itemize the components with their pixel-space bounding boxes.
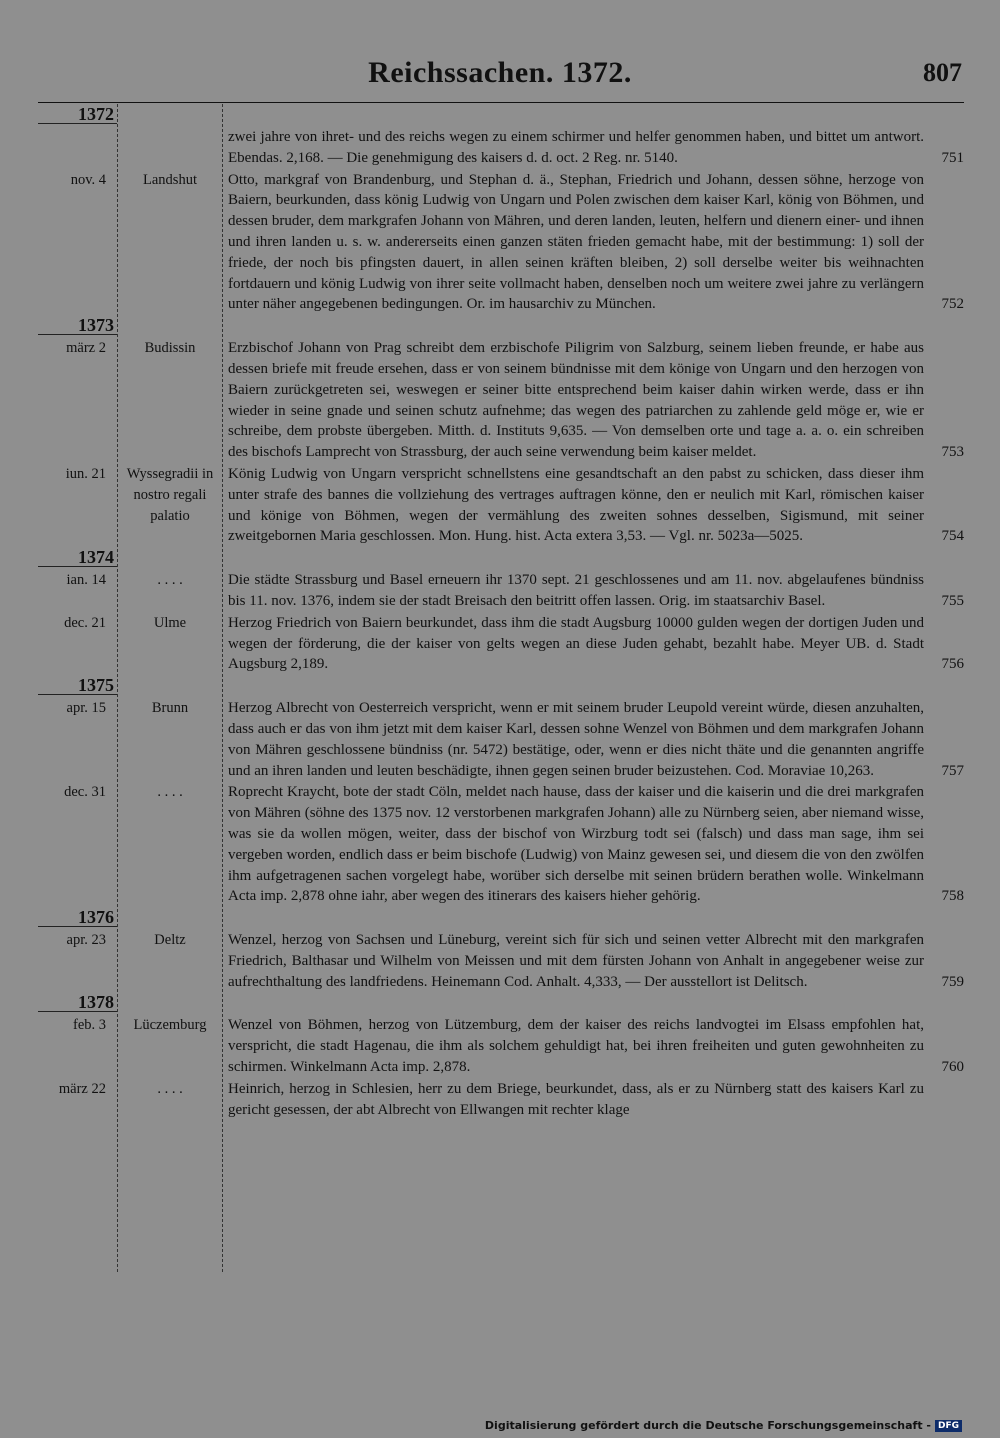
entry-text [222,781,964,907]
entry-number: 752 [941,296,964,313]
entry-text [222,169,964,316]
entry-block-752 [38,169,964,316]
entry-date [38,126,117,169]
entry-text [222,463,964,547]
year-label: 1372 [78,104,114,124]
entry-date: ian. 14 [66,572,106,589]
entry-text [222,1078,964,1121]
entry-block-754 [38,463,964,547]
entry-text [222,697,964,781]
entry-text [222,1014,964,1077]
year-rule [38,334,117,335]
entry-place: Budissin [144,340,196,357]
entry-block-751 [38,104,964,169]
year-label: 1376 [78,907,114,928]
entry-text-content: Erzbischof Johann von Prag schreibt dem erzbischofe Piligrim von Salzburg, seinem lieben freunde, er habe aus dessen briefe mit freude ersehen, dass er von seinem bündnisse mit dem könige von Ungarn und den herzogen von Baiern zurückgetreten sei, weswegen er seiner bitte entsprechend beim kaiser dahin wirken werde, dass er ihn wieder in seine gnade und seinen schutz aufnehme; das wegen des patriarchen zu zahlende geld möge er, wie er schreibe, dem probste übergeben. Mitth. d. Instituts 9,635. — Von demselben orte und tage a. a. o. ein schreiben des bischofs Lamprecht von Strassburg, der auch seine verwendung beim kaiser meldet. [228,340,924,461]
entry-place: . . . . [157,784,183,801]
entry-text-content: Roprecht Kraycht, bote der stadt Cöln, meldet nach hause, dass der kaiser und die kaiserin und die drei markgrafen von Mähren (söhne des 1375 nov. 12 verstorbenen markgrafen Johann) alle zu Nürnberg seien, aber niemand wisse, was sie da wollen mögen, weiter, dass der bischof von Wirzburg todt sei (falsch) und dass man sage, ihm sei vergeben worden, endlich dass er beim bischofe (Ludwig) von Mainz gewesen sei, und diesem die von den zwölfen ihm aufgetragenen sachen vorgelegt habe, worüber sich derselbe mit seinen brüdern berathen wolle. Winkelmann Acta imp. 2,878 ohne iahr, aber wegen des itinerars des kaisers hieher gehörig. [228,784,924,905]
header-rule [38,102,964,103]
year-rule [38,926,117,927]
page-number: 807 [923,58,962,87]
entry-text-content: Herzog Albrecht von Oesterreich verspricht, wenn er mit seinem bruder Leupold vereint würde, diesen anzuhalten, dass auch er das von ihm jetzt mit dem kaiser Karl, dessen sohne Wenzel von Böhmen und dem markgrafen Johann von Mähren geschlossene bündniss (nr. 5472) bestätige, oder, wenn er dies nicht thäte und die genannten angriffe und an ihren landen und leuten beschädigte, ihnen gegen seinen bruder beizustehen. Cod. Moraviae 10,263. [228,700,924,779]
entry-number: 755 [941,592,964,609]
year-rule [38,1011,117,1012]
entry-place: Lüczemburg [133,1017,207,1034]
entry-text-content: Herzog Friedrich von Baiern beurkundet, dass ihm die stadt Augsburg 10000 gulden wegen der dortigen Juden und wegen der förderung, die der kaiser von gelts wegen an diese Juden gehabt, bezahlt habe. Meyer UB. d. Stadt Augsburg 2,189. [228,614,924,673]
entry-text [222,337,964,463]
entry-place: . . . . [157,572,183,589]
year-heading [38,675,964,697]
entry-place: Deltz [154,932,186,949]
entry-place: Wyssegradii in nostro regali palatio [126,465,214,524]
year-rule [38,694,117,695]
entry-text-content: zwei jahre von ihret- und des reichs wegen zu einem schirmer und helfer genommen haben, und bittet um antwort. Ebendas. 2,168. — Die genehmigung des kaisers d. d. oct. 2 Reg. nr. 5140. [228,129,924,166]
entry-number: 753 [941,444,964,461]
entry-date: iun. 21 [65,465,106,482]
year-label: 1374 [78,547,114,568]
entry-text-content: Wenzel, herzog von Sachsen und Lüneburg, vereint sich für sich und seinen vetter Albrecht mit den markgrafen Friedrich, Balthasar und Wilhelm von Meissen und mit dem fürsten Johann von Anhalt in angegebener weise zur aufrechthaltung des landfriedens. Heinemann Cod. Anhalt. 4,333, — Der ausstellort ist Delitsch. [228,932,924,990]
entry-block-753 [38,315,964,463]
year-label: 1375 [78,675,114,696]
entry-date: apr. 23 [66,932,106,949]
year-heading [38,992,964,1014]
entry-text [222,612,964,675]
footer-credit-text: Digitalisierung gefördert durch die Deutsche Forschungsgemeinschaft - [484,1419,931,1432]
entry-date: dec. 21 [64,614,106,631]
year-label: 1373 [78,315,114,336]
entry-number: 756 [941,656,964,673]
year-heading [38,315,964,337]
entry-block-757 [38,675,964,781]
entry-row [38,612,964,675]
entry-row [38,1014,964,1077]
entry-row [38,697,964,781]
entry-date: feb. 3 [72,1017,106,1034]
regesta-entries [38,104,964,1120]
entry-number: 757 [941,762,964,779]
year-heading [38,547,964,569]
entry-number: 758 [941,888,964,905]
dfg-logo-icon: DFG [935,1420,962,1432]
entry-place: Brunn [151,700,189,717]
entry-row [38,463,964,547]
entry-text [222,126,964,169]
entry-row [38,126,964,169]
page-title: Reichssachen. 1372. [368,56,632,89]
entry-block-761 [38,1078,964,1121]
entry-date: märz 22 [58,1080,106,1097]
entry-number: 759 [941,973,964,990]
footer-credit [485,1419,962,1432]
year-label: 1378 [78,992,114,1013]
year-heading [38,907,964,929]
entry-row [38,1078,964,1121]
page-header [0,56,1000,96]
entry-text-content: Heinrich, herzog in Schlesien, herr zu dem Briege, beurkundet, dass, als er zu Nürnberg statt des kaisers Karl zu gericht gesessen, der abt Albrecht von Ellwangen mit rechter klage [228,1080,924,1118]
year-rule [38,566,117,567]
entry-block-755 [38,547,964,612]
entry-text-content: Otto, markgraf von Brandenburg, und Stephan d. ä., Stephan, Friedrich und Johann, dessen söhne, herzoge von Baiern, beurkunden, dass könig Ludwig von Ungarn und Polen zwischen dem kaiser Karl, könig von Böhmen, und dessen bruder, dem markgrafen Johann von Mähren, und deren landen, leuten, helfern und dienern einer- und ihnen und ihren landen u. s. w. andererseits einen ganzen stäten frieden gemacht habe, mit der bestimmung: 1) soll der friede, der noch bis pfingsten dauert, in allen seinen kräften bleiben, 2) soll derselbe weiter bis weihnachten fortdauern und könig Ludwig von ihrer seite vollmacht haben, denselben noch um weitere zwei jahre zu verlängern unter näher angegebenen bedingungen. Or. im hausarchiv zu München. [228,171,924,313]
year-rule [38,123,117,124]
entry-block-758 [38,781,964,907]
entry-text-content: König Ludwig von Ungarn verspricht schnellstens eine gesandtschaft an den pabst zu schicken, dass dieser ihm unter strafe des bannes die vollziehung des vertrages auftragen könne, den er neulich mit Karl, römischen kaiser und könige von Böhmen, wegen der vermählung des zweiten sohnes desselben, Sigismund, mit seiner zweitgebornen Maria geschlossen. Mon. Hung. hist. Acta extera 3,53. — Vgl. nr. 5023a—5025. [228,465,924,545]
entry-row [38,337,964,463]
entry-block-759 [38,907,964,992]
entry-place: Landshut [143,171,197,188]
entry-place: . . . . [157,1080,183,1097]
entry-row [38,569,964,612]
entry-text-content: Wenzel von Böhmen, herzog von Lützemburg, dem der kaiser des reichs landvogtei im Elsass empfohlen hat, verspricht, die stadt Hagenau, die ihm als solchem gehuldigt hat, bei ihren freiheiten und guten gewohnheiten zu schirmen. Winkelmann Acta imp. 2,878. [228,1017,924,1076]
entry-number: 751 [941,149,964,166]
entry-row [38,169,964,316]
entry-text-content: Die städte Strassburg und Basel erneuern ihr 1370 sept. 21 geschlossenes und am 11. nov. abgelaufenes bündniss bis 11. nov. 1376, indem sie der stadt Breisach den beitritt offen lassen. Orig. im staatsarchiv Basel. [228,572,924,609]
entry-date: märz 2 [66,340,106,357]
entry-text [222,569,964,612]
entry-date: apr. 15 [66,700,106,717]
entry-row [38,929,964,992]
entry-date: nov. 4 [70,171,106,188]
entry-block-756 [38,612,964,675]
entry-number: 754 [941,528,964,545]
entry-number: 760 [941,1059,964,1076]
entry-place [118,126,222,169]
entry-block-760 [38,992,964,1077]
entry-date: dec. 31 [64,784,106,801]
year-heading [38,104,964,126]
entry-place: Ulme [153,614,187,631]
entry-text [222,929,964,992]
entry-row [38,781,964,907]
